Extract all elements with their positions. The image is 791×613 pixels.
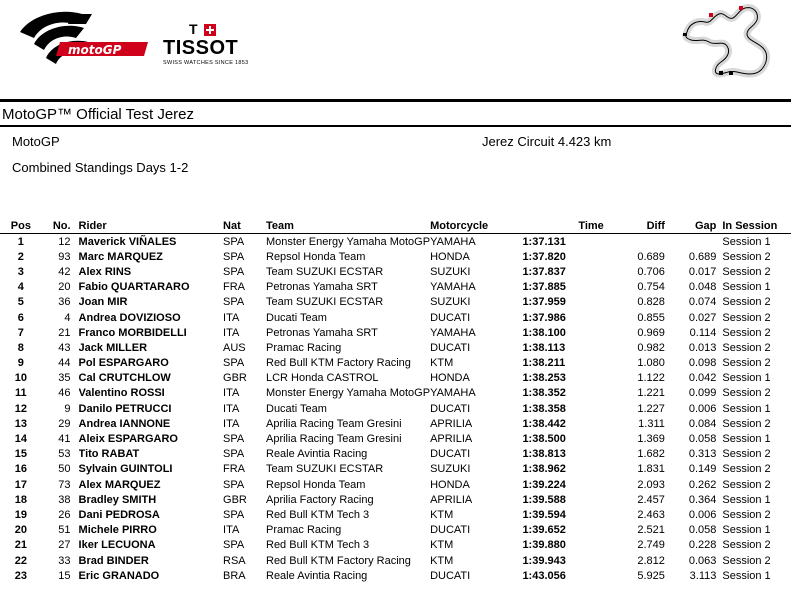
cell-rider: Brad BINDER bbox=[78, 554, 149, 567]
cell-nat: FRA bbox=[223, 463, 246, 476]
cell-in-session: Session 2 bbox=[722, 478, 771, 491]
cell-rider: Joan MIR bbox=[78, 296, 128, 309]
table-row bbox=[0, 492, 791, 507]
cell-in-session: Session 1 bbox=[722, 569, 771, 582]
cell-diff: 2.463 bbox=[637, 508, 665, 521]
cell-rider: Jack MILLER bbox=[78, 341, 148, 354]
cell-gap: 0.114 bbox=[689, 326, 717, 339]
cell-pos: 13 bbox=[14, 417, 27, 430]
cell-no: 35 bbox=[58, 372, 71, 385]
track-map-icon bbox=[675, 2, 775, 82]
cell-in-session: Session 2 bbox=[722, 250, 771, 263]
cell-motorcycle: APRILIA bbox=[430, 417, 473, 430]
cell-no: 93 bbox=[58, 250, 71, 263]
col-header-nat: Nat bbox=[223, 220, 241, 232]
cell-motorcycle: SUZUKI bbox=[430, 265, 471, 278]
cell-motorcycle: HONDA bbox=[430, 478, 470, 491]
cell-gap: 0.074 bbox=[688, 296, 717, 309]
cell-team: Repsol Honda Team bbox=[266, 478, 366, 491]
cell-nat: ITA bbox=[223, 402, 240, 415]
cell-rider: Marc MARQUEZ bbox=[78, 250, 163, 263]
cell-motorcycle: YAMAHA bbox=[430, 326, 476, 339]
table-row bbox=[0, 295, 791, 310]
cell-diff: 1.080 bbox=[637, 357, 665, 370]
cell-in-session: Session 2 bbox=[722, 311, 771, 324]
cell-nat: GBR bbox=[223, 372, 247, 385]
cell-time: 1:43.056 bbox=[522, 569, 566, 582]
cell-rider: Eric GRANADO bbox=[78, 569, 160, 582]
cell-pos: 18 bbox=[14, 493, 27, 506]
cell-team: Monster Energy Yamaha MotoGP bbox=[266, 387, 431, 400]
cell-pos: 23 bbox=[14, 569, 27, 582]
cell-in-session: Session 1 bbox=[722, 493, 771, 506]
table-row bbox=[0, 280, 791, 295]
cell-nat: SPA bbox=[223, 448, 245, 461]
cell-time: 1:39.588 bbox=[522, 493, 566, 506]
cell-motorcycle: YAMAHA bbox=[430, 235, 476, 248]
cell-no: 21 bbox=[58, 326, 71, 339]
cell-pos: 7 bbox=[17, 326, 24, 339]
cell-motorcycle: KTM bbox=[430, 357, 454, 370]
cell-rider: Fabio QUARTARARO bbox=[78, 281, 190, 294]
table-row bbox=[0, 264, 791, 279]
table-row bbox=[0, 538, 791, 553]
cell-in-session: Session 2 bbox=[722, 326, 771, 339]
cell-nat: SPA bbox=[223, 250, 245, 263]
cell-nat: ITA bbox=[223, 417, 240, 430]
cell-gap: 0.689 bbox=[688, 250, 717, 263]
title-bottom-rule bbox=[0, 125, 791, 127]
cell-time: 1:38.813 bbox=[522, 448, 566, 461]
motogp-logo bbox=[12, 4, 152, 84]
cell-nat: SPA bbox=[223, 508, 245, 521]
cell-team: Petronas Yamaha SRT bbox=[266, 326, 378, 339]
cell-motorcycle: APRILIA bbox=[430, 433, 473, 446]
cell-pos: 16 bbox=[14, 463, 27, 476]
cell-in-session: Session 2 bbox=[722, 417, 771, 430]
cell-diff: 2.749 bbox=[637, 539, 665, 552]
cell-diff: 0.969 bbox=[637, 326, 665, 339]
cell-in-session: Session 1 bbox=[722, 402, 771, 415]
cell-motorcycle: DUCATI bbox=[430, 402, 471, 415]
cell-team: Red Bull KTM Factory Racing bbox=[266, 357, 411, 370]
table-row bbox=[0, 568, 791, 583]
cell-no: 53 bbox=[58, 448, 71, 461]
cell-time: 1:37.959 bbox=[522, 296, 566, 309]
cell-team: Aprilia Racing Team Gresini bbox=[266, 433, 402, 446]
table-row bbox=[0, 416, 791, 431]
cell-time: 1:38.352 bbox=[522, 387, 566, 400]
cell-gap: 0.017 bbox=[688, 265, 717, 278]
cell-motorcycle: SUZUKI bbox=[430, 463, 471, 476]
cell-no: 36 bbox=[58, 296, 71, 309]
cell-in-session: Session 2 bbox=[722, 463, 771, 476]
cell-motorcycle: DUCATI bbox=[430, 569, 471, 582]
col-header-gap: Gap bbox=[694, 220, 717, 232]
cell-nat: ITA bbox=[223, 524, 240, 537]
cell-nat: FRA bbox=[223, 281, 246, 294]
cell-time: 1:39.224 bbox=[522, 478, 566, 491]
cell-rider: Maverick VIÑALES bbox=[78, 235, 177, 248]
table-row bbox=[0, 234, 791, 250]
table-row bbox=[0, 325, 791, 340]
cell-time: 1:38.358 bbox=[522, 402, 566, 415]
cell-rider: Alex RINS bbox=[78, 265, 132, 278]
cell-team: Repsol Honda Team bbox=[266, 250, 366, 263]
cell-motorcycle: DUCATI bbox=[430, 524, 471, 537]
cell-diff: 1.831 bbox=[637, 463, 665, 476]
cell-nat: ITA bbox=[223, 311, 240, 324]
table-header-row bbox=[0, 219, 791, 234]
table-row bbox=[0, 340, 791, 355]
col-header-time: Time bbox=[578, 220, 604, 232]
cell-team: Ducati Team bbox=[266, 402, 327, 415]
cell-diff: 1.369 bbox=[637, 433, 665, 446]
cell-gap: 0.063 bbox=[688, 554, 717, 567]
page-title: MotoGP™ Official Test Jerez bbox=[2, 106, 195, 123]
table-row bbox=[0, 371, 791, 386]
cell-no: 43 bbox=[58, 341, 71, 354]
cell-no: 9 bbox=[64, 402, 71, 415]
cell-pos: 4 bbox=[17, 281, 24, 294]
table-row bbox=[0, 553, 791, 568]
cell-team: Pramac Racing bbox=[266, 341, 342, 354]
cell-team: Reale Avintia Racing bbox=[266, 448, 368, 461]
cell-diff: 2.812 bbox=[637, 554, 665, 567]
cell-diff: 2.457 bbox=[637, 493, 665, 506]
cell-rider: Andrea DOVIZIOSO bbox=[78, 311, 181, 324]
swiss-cross-icon bbox=[204, 24, 216, 36]
cell-nat: RSA bbox=[223, 554, 246, 567]
cell-team: Red Bull KTM Factory Racing bbox=[266, 554, 411, 567]
cell-team: Monster Energy Yamaha MotoGP bbox=[266, 235, 431, 248]
cell-no: 73 bbox=[58, 478, 71, 491]
cell-pos: 21 bbox=[14, 539, 27, 552]
cell-pos: 11 bbox=[15, 387, 27, 400]
cell-time: 1:37.986 bbox=[522, 311, 566, 324]
cell-in-session: Session 2 bbox=[722, 539, 771, 552]
col-header-team: Team bbox=[266, 220, 294, 232]
cell-no: 33 bbox=[58, 554, 71, 567]
cell-nat: SPA bbox=[223, 235, 245, 248]
cell-team: Petronas Yamaha SRT bbox=[266, 281, 378, 294]
cell-time: 1:39.943 bbox=[522, 554, 566, 567]
results-table bbox=[0, 219, 791, 583]
cell-time: 1:38.253 bbox=[522, 372, 566, 385]
cell-pos: 20 bbox=[14, 524, 27, 537]
cell-motorcycle: APRILIA bbox=[430, 493, 473, 506]
cell-rider: Cal CRUTCHLOW bbox=[78, 372, 171, 385]
cell-gap: 0.006 bbox=[688, 508, 717, 521]
cell-rider: Aleix ESPARGARO bbox=[78, 433, 178, 446]
cell-gap: 0.048 bbox=[688, 281, 717, 294]
cell-no: 20 bbox=[58, 281, 71, 294]
results-body bbox=[0, 234, 791, 584]
cell-diff: 1.227 bbox=[637, 402, 665, 415]
cell-rider: Andrea IANNONE bbox=[78, 417, 171, 430]
cell-motorcycle: HONDA bbox=[430, 372, 470, 385]
cell-in-session: Session 2 bbox=[722, 341, 771, 354]
cell-motorcycle: YAMAHA bbox=[430, 281, 476, 294]
cell-team: Aprilia Racing Team Gresini bbox=[266, 417, 402, 430]
cell-rider: Bradley SMITH bbox=[78, 493, 157, 506]
table-row bbox=[0, 386, 791, 401]
cell-gap: 0.042 bbox=[688, 372, 717, 385]
cell-time: 1:37.837 bbox=[522, 265, 566, 278]
cell-diff: 1.122 bbox=[637, 372, 665, 385]
cell-diff: 0.706 bbox=[637, 265, 665, 278]
cell-motorcycle: HONDA bbox=[430, 250, 470, 263]
cell-no: 15 bbox=[58, 569, 71, 582]
cell-team: Red Bull KTM Tech 3 bbox=[266, 539, 370, 552]
cell-gap: 0.058 bbox=[688, 433, 717, 446]
table-row bbox=[0, 447, 791, 462]
cell-team: Reale Avintia Racing bbox=[266, 569, 368, 582]
cell-gap: 0.013 bbox=[688, 341, 717, 354]
table-row bbox=[0, 507, 791, 522]
cell-pos: 3 bbox=[17, 265, 24, 278]
cell-team: Red Bull KTM Tech 3 bbox=[266, 508, 370, 521]
cell-diff: 1.311 bbox=[638, 417, 665, 430]
cell-in-session: Session 2 bbox=[722, 554, 771, 567]
cell-pos: 12 bbox=[14, 402, 27, 415]
cell-time: 1:38.962 bbox=[522, 463, 566, 476]
cell-pos: 9 bbox=[17, 357, 24, 370]
cell-gap: 0.149 bbox=[688, 463, 717, 476]
cell-in-session: Session 2 bbox=[722, 387, 771, 400]
cell-team: Ducati Team bbox=[266, 311, 327, 324]
cell-rider: Danilo PETRUCCI bbox=[78, 402, 172, 415]
cell-nat: SPA bbox=[223, 478, 245, 491]
cell-nat: SPA bbox=[223, 539, 245, 552]
tissot-logo bbox=[160, 21, 250, 66]
cell-no: 29 bbox=[58, 417, 71, 430]
cell-gap: 0.313 bbox=[688, 448, 717, 461]
cell-no: 50 bbox=[58, 463, 71, 476]
cell-no: 51 bbox=[58, 524, 71, 537]
cell-nat: ITA bbox=[223, 326, 240, 339]
cell-team: Pramac Racing bbox=[266, 524, 342, 537]
col-header-diff: Diff bbox=[646, 220, 665, 232]
cell-time: 1:38.442 bbox=[522, 417, 566, 430]
cell-nat: ITA bbox=[223, 387, 240, 400]
cell-rider: Tito RABAT bbox=[78, 448, 140, 461]
cell-pos: 15 bbox=[14, 448, 27, 461]
col-header-in-session: In Session bbox=[722, 220, 778, 232]
cell-gap: 0.058 bbox=[688, 524, 717, 537]
cell-diff: 0.855 bbox=[637, 311, 665, 324]
cell-diff: 0.982 bbox=[637, 341, 665, 354]
cell-in-session: Session 2 bbox=[722, 448, 771, 461]
tissot-wordmark: TISSOT bbox=[163, 37, 239, 59]
cell-nat: SPA bbox=[223, 433, 245, 446]
cell-no: 12 bbox=[58, 235, 71, 248]
cell-nat: BRA bbox=[223, 569, 246, 582]
col-header-rider: Rider bbox=[78, 220, 107, 232]
tissot-tagline: SWISS WATCHES SINCE 1853 bbox=[163, 60, 249, 66]
cell-no: 41 bbox=[58, 433, 71, 446]
cell-in-session: Session 1 bbox=[722, 524, 771, 537]
cell-time: 1:38.500 bbox=[522, 433, 566, 446]
cell-diff: 0.689 bbox=[637, 250, 665, 263]
cell-rider: Franco MORBIDELLI bbox=[78, 326, 187, 339]
cell-team: Team SUZUKI ECSTAR bbox=[266, 463, 384, 476]
table-row bbox=[0, 310, 791, 325]
cell-no: 26 bbox=[58, 508, 71, 521]
table-row bbox=[0, 462, 791, 477]
cell-gap: 0.027 bbox=[688, 311, 717, 324]
cell-diff: 0.828 bbox=[637, 296, 665, 309]
cell-time: 1:38.113 bbox=[522, 341, 566, 354]
motogp-logo-text: motoGP bbox=[68, 43, 122, 57]
cell-time: 1:39.594 bbox=[522, 508, 566, 521]
table-row bbox=[0, 249, 791, 264]
cell-diff: 2.521 bbox=[637, 524, 665, 537]
cell-no: 44 bbox=[58, 357, 71, 370]
cell-motorcycle: SUZUKI bbox=[430, 296, 471, 309]
cell-rider: Valentino ROSSI bbox=[78, 387, 165, 400]
cell-time: 1:39.652 bbox=[522, 524, 566, 537]
cell-rider: Alex MARQUEZ bbox=[78, 478, 161, 491]
cell-rider: Dani PEDROSA bbox=[78, 508, 160, 521]
cell-no: 46 bbox=[58, 387, 71, 400]
cell-diff: 0.754 bbox=[637, 281, 665, 294]
cell-gap: 0.364 bbox=[688, 493, 717, 506]
cell-pos: 17 bbox=[14, 478, 27, 491]
table-row bbox=[0, 477, 791, 492]
table-row bbox=[0, 431, 791, 446]
cell-nat: SPA bbox=[223, 265, 245, 278]
cell-no: 38 bbox=[58, 493, 71, 506]
cell-team: Team SUZUKI ECSTAR bbox=[266, 265, 384, 278]
cell-in-session: Session 1 bbox=[722, 372, 771, 385]
cell-time: 1:38.100 bbox=[522, 326, 566, 339]
cell-team: Team SUZUKI ECSTAR bbox=[266, 296, 384, 309]
cell-time: 1:37.131 bbox=[522, 235, 566, 248]
cell-diff bbox=[610, 234, 665, 250]
cell-in-session: Session 2 bbox=[722, 265, 771, 278]
cell-pos: 22 bbox=[14, 554, 27, 567]
cell-motorcycle: DUCATI bbox=[430, 448, 471, 461]
table-row bbox=[0, 401, 791, 416]
col-header-motorcycle: Motorcycle bbox=[430, 220, 489, 232]
cell-motorcycle: KTM bbox=[430, 508, 454, 521]
cell-motorcycle: DUCATI bbox=[430, 341, 471, 354]
table-row bbox=[0, 356, 791, 371]
cell-gap: 0.084 bbox=[688, 417, 717, 430]
title-top-rule bbox=[0, 99, 791, 102]
cell-pos: 6 bbox=[17, 311, 24, 324]
cell-in-session: Session 1 bbox=[722, 235, 771, 248]
col-header-no: No. bbox=[52, 220, 71, 232]
cell-gap: 0.098 bbox=[688, 357, 717, 370]
cell-motorcycle: YAMAHA bbox=[430, 387, 476, 400]
cell-gap: 0.099 bbox=[688, 387, 717, 400]
cell-nat: SPA bbox=[223, 357, 245, 370]
cell-no: 27 bbox=[58, 539, 71, 552]
cell-gap: 0.228 bbox=[688, 539, 717, 552]
cell-diff: 2.093 bbox=[637, 478, 665, 491]
cell-team: LCR Honda CASTROL bbox=[266, 372, 379, 385]
cell-pos: 14 bbox=[14, 433, 27, 446]
cell-pos: 10 bbox=[14, 372, 27, 385]
cell-time: 1:39.880 bbox=[522, 539, 566, 552]
cell-team: Aprilia Factory Racing bbox=[266, 493, 374, 506]
cell-rider: Sylvain GUINTOLI bbox=[78, 463, 173, 476]
cell-diff: 1.682 bbox=[637, 448, 665, 461]
circuit-label: Jerez Circuit 4.423 km bbox=[482, 134, 612, 149]
cell-motorcycle: KTM bbox=[430, 539, 454, 552]
cell-in-session: Session 2 bbox=[722, 508, 771, 521]
cell-time: 1:37.820 bbox=[522, 250, 566, 263]
cell-no: 4 bbox=[64, 311, 71, 324]
cell-diff: 5.925 bbox=[637, 569, 665, 582]
cell-in-session: Session 2 bbox=[722, 296, 771, 309]
cell-pos: 19 bbox=[14, 508, 27, 521]
cell-nat: SPA bbox=[223, 296, 245, 309]
cell-time: 1:37.885 bbox=[522, 281, 566, 294]
cell-pos: 8 bbox=[17, 341, 24, 354]
table-row bbox=[0, 523, 791, 538]
cell-rider: Iker LECUONA bbox=[78, 539, 156, 552]
cell-in-session: Session 2 bbox=[722, 357, 771, 370]
tissot-t-glyph: T bbox=[189, 21, 198, 37]
cell-time: 1:38.211 bbox=[522, 357, 566, 370]
cell-rider: Pol ESPARGARO bbox=[78, 357, 169, 370]
cell-gap bbox=[665, 234, 716, 250]
cell-gap: 3.113 bbox=[689, 569, 717, 582]
cell-rider: Michele PIRRO bbox=[78, 524, 157, 537]
cell-diff: 1.221 bbox=[637, 387, 665, 400]
cell-gap: 0.262 bbox=[688, 478, 717, 491]
cell-in-session: Session 1 bbox=[722, 433, 771, 446]
cell-pos: 5 bbox=[17, 296, 24, 309]
cell-pos: 1 bbox=[17, 235, 24, 248]
cell-nat: AUS bbox=[223, 341, 246, 354]
cell-in-session: Session 1 bbox=[722, 281, 771, 294]
cell-pos: 2 bbox=[17, 250, 24, 263]
cell-no: 42 bbox=[58, 265, 71, 278]
cell-motorcycle: DUCATI bbox=[430, 311, 471, 324]
category-label: MotoGP bbox=[12, 134, 60, 149]
cell-gap: 0.006 bbox=[688, 402, 717, 415]
cell-motorcycle: KTM bbox=[430, 554, 454, 567]
cell-nat: GBR bbox=[223, 493, 247, 506]
session-label: Combined Standings Days 1-2 bbox=[12, 160, 189, 175]
col-header-pos: Pos bbox=[10, 220, 31, 232]
